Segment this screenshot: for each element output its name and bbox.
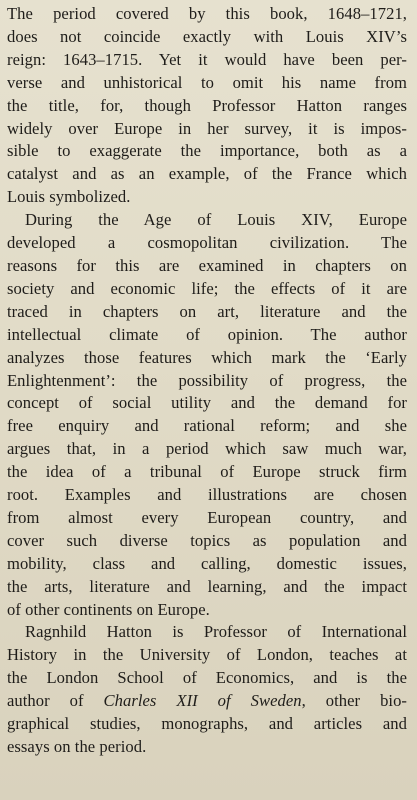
paragraph-author-bio	[7, 621, 407, 758]
text-line: analyzes those features which mark the ‘Early	[7, 347, 407, 367]
text-line: sible to exaggerate the importance, both as a	[7, 141, 407, 161]
text-line: does not coincide exactly with Louis XIV’s	[7, 26, 407, 46]
text-line: reign: 1643–1715. Yet it would have been per-	[7, 49, 407, 69]
text-line: History in the University of London, teaches at	[7, 645, 407, 665]
text-line: the arts, literature and learning, and the impact	[7, 576, 407, 596]
text-line: argues that, in a period which saw much war,	[7, 439, 407, 459]
text-fragment: , other bio-	[301, 691, 407, 711]
book-title-charles-xii: Charles XII of Sweden	[103, 691, 302, 711]
text-line: from almost every European country, and	[7, 507, 407, 527]
text-fragment: author of	[7, 691, 84, 711]
text-line: catalyst and as an example, of the France which	[7, 164, 407, 184]
text-line: the London School of Economics, and is the	[7, 668, 407, 688]
text-line: reasons for this are examined in chapters on	[7, 255, 407, 275]
text-line: society and economic life; the effects of it are	[7, 278, 407, 298]
text-line: mobility, class and calling, domestic issues,	[7, 553, 407, 573]
text-line: the idea of a tribunal of Europe struck firm	[7, 462, 407, 482]
text-line: Louis symbolized.	[7, 187, 131, 207]
text-line: concept of social utility and the demand for	[7, 393, 407, 413]
text-line: The period covered by this book, 1648–1721,	[7, 4, 407, 23]
text-line: essays on the period.	[7, 737, 147, 756]
text-line-with-title	[7, 690, 407, 713]
text-line: Enlightenment’: the possibility of progress, the	[7, 370, 407, 390]
text-line: cover such diverse topics as population and	[7, 530, 407, 550]
text-line: traced in chapters on art, literature and the	[7, 301, 407, 321]
text-line: verse and unhistorical to omit his name from	[7, 72, 407, 92]
text-line: During the Age of Louis XIV, Europe	[25, 210, 407, 230]
text-line: free enquiry and rational reform; and she	[7, 416, 407, 436]
text-line: Ragnhild Hatton is Professor of International	[25, 622, 407, 642]
text-line: the title, for, though Professor Hatton ranges	[7, 95, 407, 115]
text-line: intellectual climate of opinion. The author	[7, 324, 407, 344]
text-line: graphical studies, monographs, and articles and	[7, 714, 407, 734]
text-line: root. Examples and illustrations are chosen	[7, 485, 407, 505]
paragraph-age-of-louis	[7, 209, 407, 621]
text-line: widely over Europe in her survey, it is impos-	[7, 118, 407, 138]
text-line: of other continents on Europe.	[7, 599, 210, 619]
paragraph-period	[7, 3, 407, 209]
text-line: developed a cosmopolitan civilization. The	[7, 233, 407, 253]
